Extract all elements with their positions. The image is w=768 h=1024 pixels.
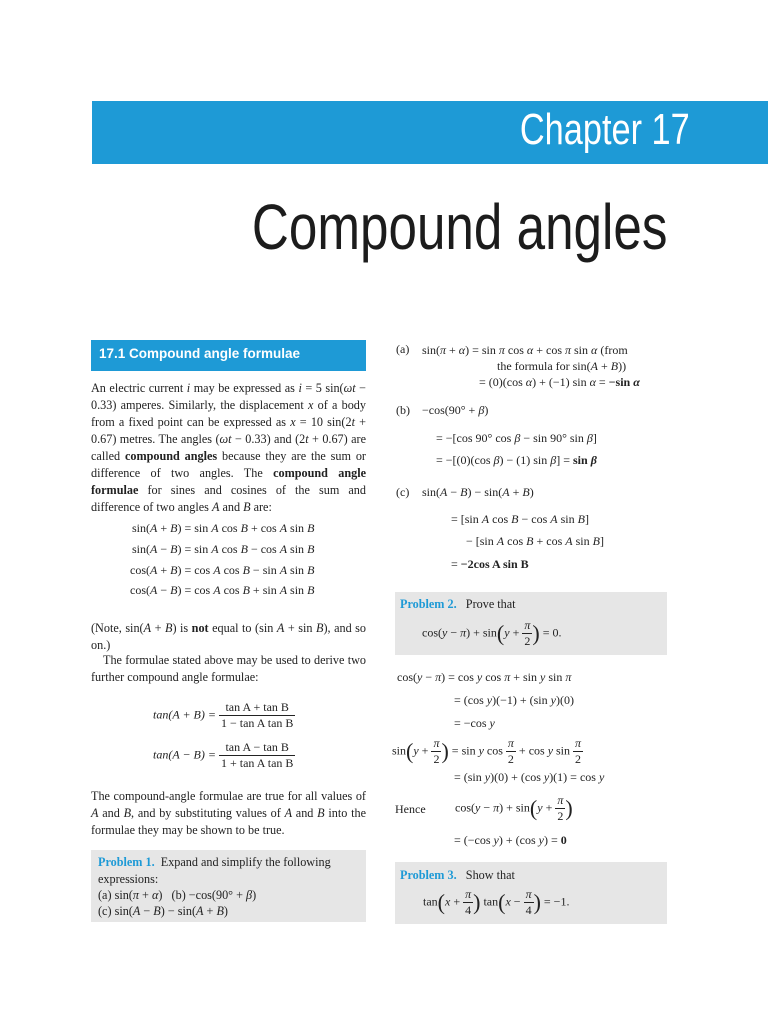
section-heading: 17.1 Compound angle formulae: [99, 346, 301, 361]
p2-line-1: cos(y − π) = cos y cos π + sin y sin π: [397, 670, 572, 684]
formula-tan-sum: [153, 700, 295, 731]
formula-tan-diff: [153, 740, 295, 771]
tan-diff-fraction: [219, 740, 295, 771]
p2-line-2: = (cos y)(−1) + (sin y)(0): [454, 693, 574, 707]
problem-1-box: [91, 850, 366, 922]
p2-line-3: = −cos y: [454, 716, 495, 730]
problem-3-box: [395, 862, 667, 924]
part-a-line-3: = (0)(cos α) + (−1) sin α = −sin α: [479, 375, 640, 389]
part-b-line-3: = −[(0)(cos β) − (1) sin β] = sin β: [436, 453, 597, 467]
chapter-title: Compound angles: [251, 191, 667, 263]
tan-diff-lhs: tan(A − B) =: [153, 747, 216, 762]
formula-cos-diff: cos(A − B) = cos A cos B + sin A sin B: [130, 583, 315, 597]
part-c-line-2: = [sin A cos B − cos A sin B]: [451, 512, 589, 526]
part-a-label: (a): [396, 342, 410, 356]
p2-hence-expression: cos(y − π) + sin(y + $\frac{\pi}{2}$ ): [455, 793, 573, 823]
tan-sum-lhs: tan(A + B) =: [153, 707, 216, 722]
part-a-line-2: the formula for sin(A + B)): [497, 359, 627, 373]
formula-sin-diff: sin(A − B) = sin A cos B − cos A sin B: [132, 542, 315, 556]
problem-3-instructions: Show that: [465, 868, 515, 882]
tan-sum-numerator: tan A + tan B: [219, 700, 295, 716]
tan-diff-denominator: 1 + tan A tan B: [220, 756, 294, 770]
part-b-line-1: −cos(90° + β): [422, 403, 489, 417]
p2-line-4: sin(y + $\frac{\pi}{2}$ ) = sin y cos $\frac{\pi}{2}$ + cos y sin $\frac{\pi}{2}$: [392, 736, 582, 766]
problem-2-statement: cos(y − π) + sin(y + $\frac{\pi}{2}$ ) = 0.: [422, 618, 562, 648]
part-a-line-1: sin(π + α) = sin π cos α + cos π sin α (from: [422, 343, 628, 357]
part-c-label: (c): [396, 485, 410, 499]
problem-2-label: Problem 2.: [400, 597, 457, 611]
formula-sin-sum: sin(A + B) = sin A cos B + cos A sin B: [132, 521, 315, 535]
formula-cos-sum: cos(A + B) = cos A cos B − sin A sin B: [130, 563, 315, 577]
tan-sum-denominator: 1 − tan A tan B: [220, 716, 294, 730]
note-paragraph: (Note, sin(A + B) is not equal to (sin A + sin B), and so on.): [91, 621, 367, 652]
part-c-line-1: sin(A − B) − sin(A + B): [422, 485, 534, 499]
problem-2-instructions: Prove that: [465, 597, 516, 611]
problem-3-label: Problem 3.: [400, 868, 457, 882]
problem-1-instructions: Expand and simplify the following expressions:: [98, 855, 331, 886]
p2-final: = (−cos y) + (cos y) = 0: [454, 833, 567, 847]
tan-diff-numerator: tan A − tan B: [219, 740, 295, 756]
chapter-banner: [92, 101, 768, 164]
tan-sum-fraction: [219, 700, 295, 731]
problem-1-part-c: (c) sin(A − B) − sin(A + B): [98, 904, 228, 918]
intro-paragraph: An electric current i may be expressed as i = 5 sin(ωt − 0.33) amperes. Similarly, the displacement x of a body from a fixed point can be expressed as x = 10 sin(2t + 0.67) metres. The angles (ωt − 0.33) and (2t + 0.67) are called compound angles because they are the sum or difference of two angles. The compound angle formulae for sines and cosines of the sum and difference of two angles A and B are:: [91, 381, 367, 514]
section-heading-bar: [91, 340, 366, 371]
part-b-line-2: = −[cos 90° cos β − sin 90° sin β]: [436, 431, 597, 445]
problem-2-box: [395, 592, 667, 655]
problem-1-parts-ab: (a) sin(π + α) (b) −cos(90° + β): [98, 888, 257, 902]
derive-paragraph: The formulae stated above may be used to derive two further compound angle formulae:: [91, 653, 366, 684]
chapter-label: Chapter 17: [520, 105, 690, 154]
true-paragraph: The compound-angle formulae are true for all values of A and B, and by substituting values of A and B into the formulae they may be shown to be true.: [91, 789, 366, 837]
problem-1-text: [98, 854, 360, 888]
hence-label: Hence: [395, 802, 426, 816]
part-c-line-3: − [sin A cos B + cos A sin B]: [466, 534, 604, 548]
part-c-line-4: = −2cos A sin B: [451, 557, 529, 571]
problem-3-heading: [400, 867, 515, 884]
p2-line-5: = (sin y)(0) + (cos y)(1) = cos y: [454, 770, 605, 784]
part-b-label: (b): [396, 403, 410, 417]
problem-1-label: Problem 1.: [98, 855, 155, 869]
problem-3-statement: tan(x + $\frac{\pi}{4}$ ) tan(x − $\frac{\pi}{4}$ ) = −1.: [423, 887, 570, 917]
problem-2-heading: [400, 596, 516, 613]
